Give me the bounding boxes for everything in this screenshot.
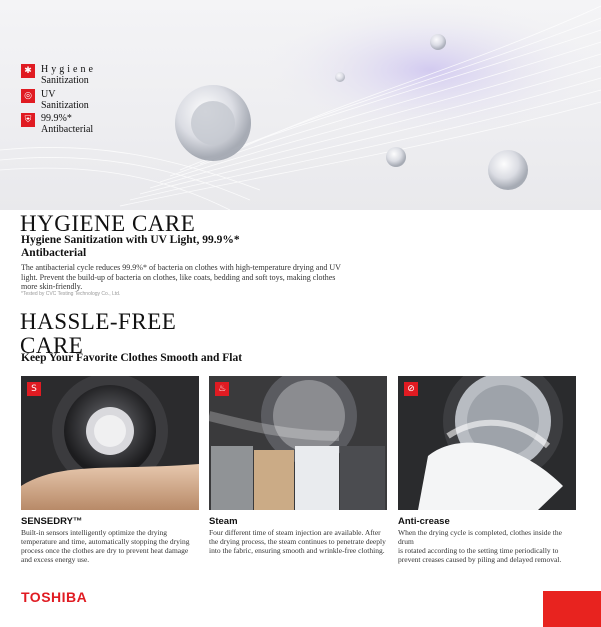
feature-label: Hygiene Sanitization	[41, 64, 96, 86]
shield-icon: ⛨	[21, 113, 35, 127]
steam-icon: ♨	[215, 382, 229, 396]
no-crease-icon: ⊘	[404, 382, 418, 396]
hygiene-footnote: *Tested by CVC Testing Technology Co., Ltd.	[21, 291, 121, 297]
anti-crease-text: When the drying cycle is completed, clothes inside the drum is rotated according to the setting time periodically to prevent creases caused by piling and delayed removal.	[398, 528, 562, 564]
sensedry-image	[21, 376, 199, 510]
shirts-illustration	[209, 376, 387, 510]
hero-illustration	[0, 0, 601, 210]
bacteria-icon: ✱	[21, 64, 35, 78]
hygiene-body: The antibacterial cycle reduces 99.9%* of bacteria on clothes with high-temperature drying and UV light. Prevent the build-up of bacteria on clothes, like coats, bedding and soft toys, making clothes more skin-friendly.	[21, 263, 341, 291]
steam-title: Steam	[209, 516, 238, 527]
hassle-subtitle: Keep Your Favorite Clothes Smooth and Flat	[21, 352, 243, 364]
feature-label: UV Sanitization	[41, 89, 89, 111]
red-accent-block	[543, 591, 601, 627]
toshiba-logo: TOSHIBA	[21, 589, 88, 605]
feature-label: 99.9%* Antibacterial	[41, 113, 94, 135]
feature-label-line2: Sanitization	[41, 75, 89, 86]
uv-icon: ◎	[21, 89, 35, 103]
feature-antibacterial	[21, 113, 93, 135]
hassle-title: HASSLE-FREE CARE	[20, 309, 177, 358]
hygiene-title: HYGIENE CARE	[20, 211, 196, 236]
hero-banner	[0, 0, 601, 210]
steam-text: Four different time of steam injection are available. After the drying process, the steam continues to penetrate deeply into the fabric, ensuring smooth and wrinkle-free clothing.	[209, 528, 386, 555]
sensedry-text: Built-in sensors intelligently optimize the drying temperature and time, automatically stopping the drying process once the clothes are dry to prevent heat damage and excess energy use.	[21, 528, 190, 564]
steam-image	[209, 376, 387, 510]
anti-crease-title: Anti-crease	[398, 516, 450, 527]
feature-hygiene-sanitization	[21, 64, 96, 86]
anti-crease-image	[398, 376, 576, 510]
hygiene-subtitle: Hygiene Sanitization with UV Light, 99.9%* Antibacterial	[21, 234, 240, 259]
feature-uv-sanitization	[21, 89, 89, 111]
drum-shirt-illustration	[398, 376, 576, 510]
drum-illustration	[21, 376, 199, 510]
sensor-icon: S	[27, 382, 41, 396]
sensedry-title: SENSEDRY™	[21, 516, 83, 527]
